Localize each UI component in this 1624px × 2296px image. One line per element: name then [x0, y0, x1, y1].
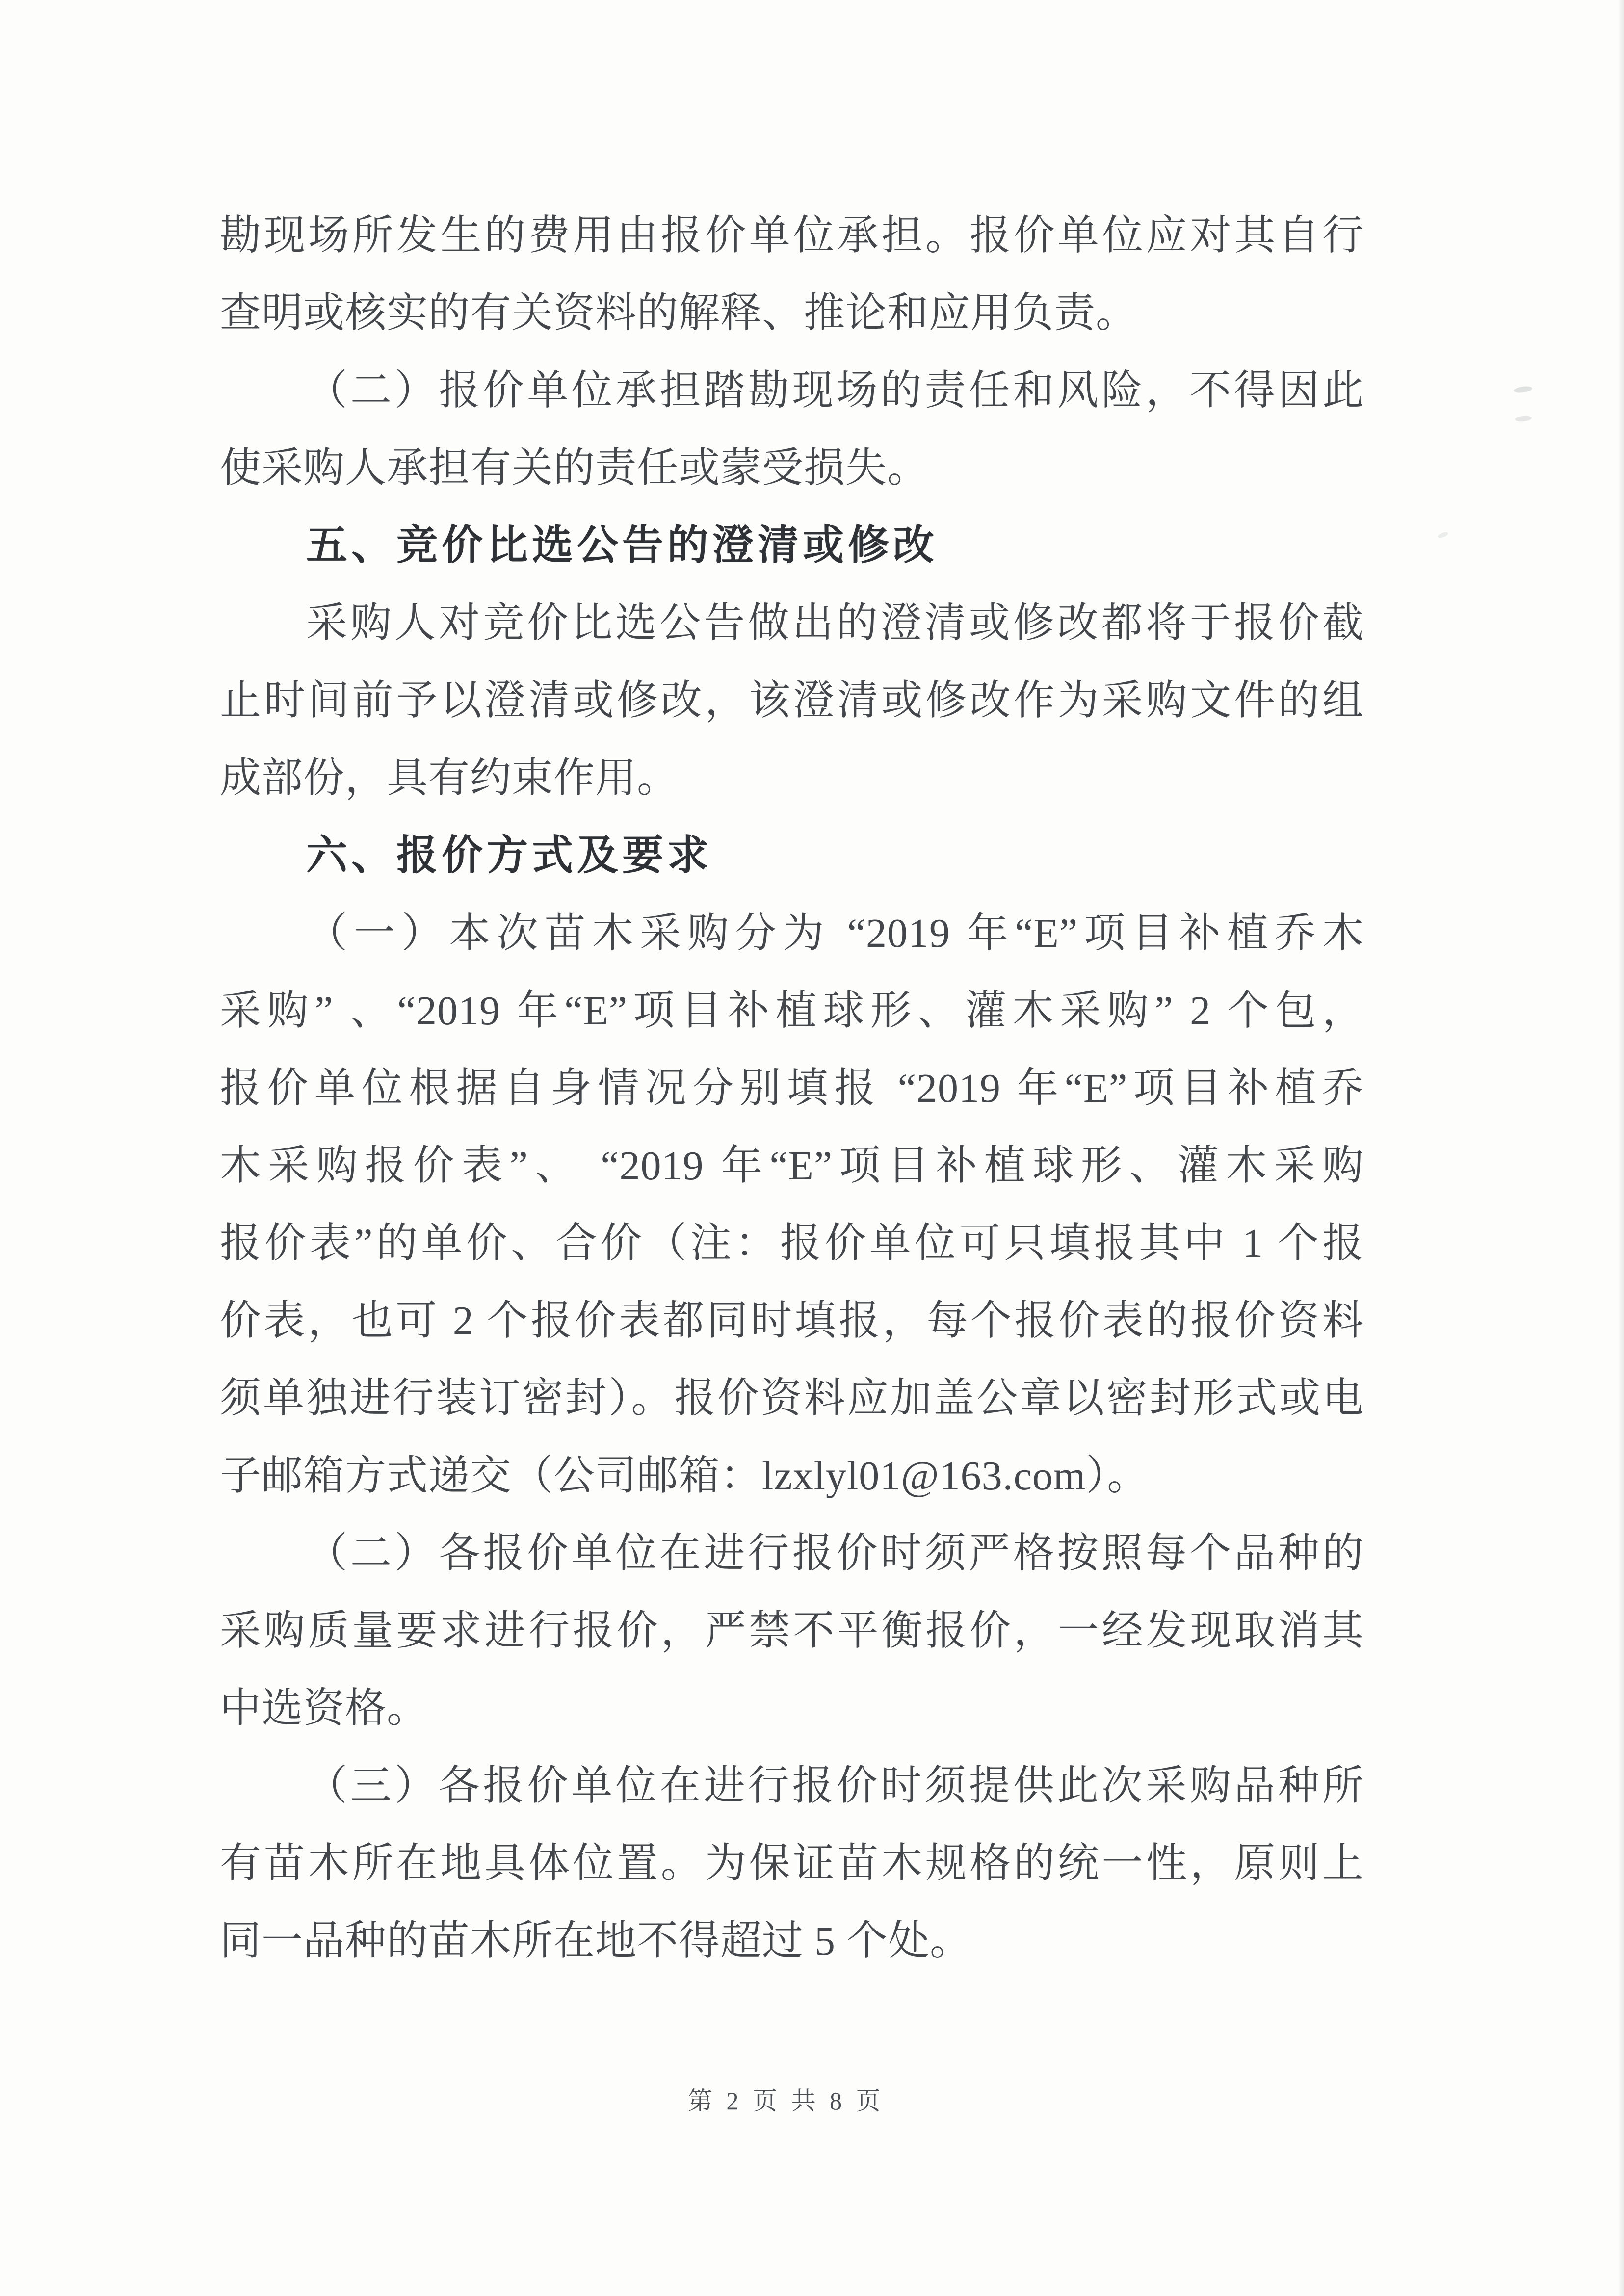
- scan-artifact: [1515, 415, 1532, 422]
- text-line: 采购质量要求进行报价，严禁不平衡报价，一经发现取消其: [220, 1608, 1364, 1654]
- text-line: 止时间前予以澄清或修改，该澄清或修改作为采购文件的组: [220, 678, 1364, 724]
- page-number: 第 2 页 共 8 页: [688, 2087, 885, 2114]
- text-line: 成部份，具有约束作用。: [220, 756, 679, 801]
- text-line: 须单独进行装订密封）。报价资料应加盖公章以密封形式或电: [220, 1376, 1364, 1421]
- text-line: 有苗木所在地具体位置。为保证苗木规格的统一性，原则上: [220, 1841, 1364, 1886]
- text-line: 采购” 、“2019 年“E”项目补植球形、灌木采购” 2 个包，: [220, 988, 1364, 1034]
- document-body: [220, 197, 1364, 1980]
- text-line: （二）各报价单位在进行报价时须严格按照每个品种的: [306, 1531, 1364, 1576]
- text-line: 木采购报价表”、 “2019 年“E”项目补植球形、灌木采购: [220, 1143, 1364, 1189]
- section-heading: 五、竞价比选公告的澄清或修改: [306, 523, 939, 569]
- text-line: 中选资格。: [220, 1686, 429, 1731]
- text-line: 同一品种的苗木所在地不得超过 5 个处。: [220, 1918, 972, 1964]
- section-heading: 六、报价方式及要求: [306, 833, 713, 879]
- text-line: 报价单位根据自身情况分别填报 “2019 年“E”项目补植乔: [220, 1066, 1364, 1111]
- text-line: 使采购人承担有关的责任或蒙受损失。: [220, 445, 929, 491]
- scan-edge-shadow: [1618, 0, 1624, 2296]
- text-line: （一）本次苗木采购分为 “2019 年“E”项目补植乔木: [306, 911, 1364, 956]
- text-line: 报价表”的单价、合价（注：报价单位可只填报其中 1 个报: [220, 1221, 1364, 1266]
- text-line: 采购人对竞价比选公告做出的澄清或修改都将于报价截: [306, 600, 1364, 646]
- scan-artifact: [1513, 385, 1532, 393]
- scan-artifact: [1437, 531, 1449, 539]
- text-line: 子邮箱方式递交（公司邮箱：lzxlyl01@163.com）。: [220, 1453, 1149, 1499]
- text-line: 勘现场所发生的费用由报价单位承担。报价单位应对其自行: [220, 213, 1364, 259]
- text-line: （三）各报价单位在进行报价时须提供此次采购品种所: [306, 1763, 1364, 1809]
- text-line: 价表，也可 2 个报价表都同时填报，每个报价表的报价资料: [220, 1298, 1364, 1344]
- text-line: （二）报价单位承担踏勘现场的责任和风险，不得因此: [306, 368, 1364, 414]
- text-line: 查明或核实的有关资料的解释、推论和应用负责。: [220, 290, 1138, 336]
